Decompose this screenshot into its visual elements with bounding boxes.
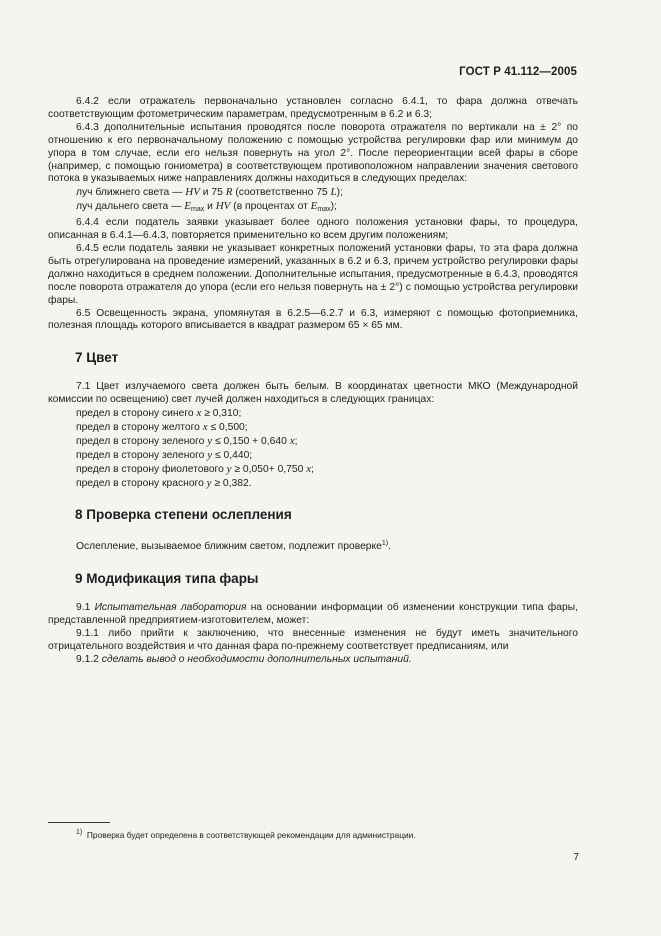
page-number: 7 <box>573 852 579 863</box>
color-limit: предел в сторону фиолетового y ≥ 0,050+ 0,750 x; <box>76 462 314 475</box>
footnote-mark: 1) <box>76 829 83 836</box>
high-beam-limit: луч дальнего света — $E_{max}$ и HV (в процентах от $E_{max}$); <box>76 200 337 214</box>
paragraph-9-1-2: 9.1.2 сделать вывод о необходимости дополнительных испытаний. <box>76 653 412 665</box>
footnote <box>76 829 416 840</box>
section-8-heading: 8 Проверка степени ослепления <box>75 507 292 523</box>
color-limit: предел в сторону желтого x ≤ 0,500; <box>76 420 248 433</box>
paragraph-9-1-1: 9.1.1 либо прийти к заключению, что внесенные изменения не будут иметь значительного отрицательного воздействия и что данная фара по-прежнему соответствует предписаниям, или <box>48 628 578 652</box>
paragraph-6-4-2: 6.4.2 если отражатель первоначально установлен согласно 6.4.1, то фара должна отвечать соответствующим фотометрическим параметрам, предусмотренным в 6.2 и 6.3; <box>48 96 578 120</box>
color-limit: предел в сторону зеленого y ≤ 0,150 + 0,640 x; <box>76 434 298 447</box>
section-7-heading: 7 Цвет <box>75 350 119 366</box>
color-limit: предел в сторону красного y ≥ 0,382. <box>76 476 252 489</box>
paragraph-6-4-3: 6.4.3 дополнительные испытания проводятся после поворота отражателя по вертикали на ± 2° по отношению к его первоначальному положению с помощью устройства регулировки фар или минимум до упора в том случае, если его нельзя повернуть на угол 2°. После переориентации всей фары в сборе (например, с помощью гониометра) в соответствующем противоположном направлении значения светового потока в указываемых ниже направлениях должны находиться в следующих пределах: <box>48 121 578 185</box>
paragraph-6-4-4: 6.4.4 если податель заявки указывает более одного положения установки фары, то процедура, описанная в 6.4.1—6.4.3, повторяется применительно ко всем другим положениям; <box>48 217 578 242</box>
paragraph-7-1: 7.1 Цвет излучаемого света должен быть белым. В координатах цветности МКО (Международной комиссии по освещению) свет лучей должен находиться в следующих границах: <box>48 381 578 406</box>
footnote-reference[interactable]: 1) <box>381 540 389 548</box>
standard-header: ГОСТ Р 41.112—2005 <box>459 66 577 78</box>
paragraph-9-1: 9.1 Испытательная лаборатория на основании информации об изменении конструкции типа фары, представленной предприятием-изготовителем, может: <box>48 602 578 627</box>
paragraph-6-4-5: 6.4.5 если податель заявки не указывает конкретных положений установки фары, то эта фара должна быть отрегулирована на проведение измерений, указанных в 6.2 и 6.3, причем устройство регулировки фары должно находиться в среднем положении. Дополнительные испытания, предусмотренные в 6.4.3, проводятся после поворота отражателя до упора (если его нельзя повернуть на ± 2°) с помощью устройства регулировки фары. <box>48 242 578 306</box>
color-limit: предел в сторону зеленого y ≤ 0,440; <box>76 448 253 461</box>
paragraph-8: Ослепление, вызываемое ближним светом, подлежит проверке$^{1)}$. <box>76 540 391 553</box>
footnote-divider <box>48 822 110 823</box>
paragraph-6-5: 6.5 Освещенность экрана, упомянутая в 6.2.5—6.2.7 и 6.3, измеряют с помощью фотоприемника, полезная площадь которого вписывается в квадрат размером 65 × 65 мм. <box>48 307 578 332</box>
low-beam-limit: луч ближнего света — HV и 75 R (соответственно 75 L); <box>76 186 343 199</box>
document-body <box>48 96 578 667</box>
footnote-text: Проверка будет определена в соответствующей рекомендации для администрации. <box>86 830 416 840</box>
color-limit: предел в сторону синего x ≥ 0,310; <box>76 407 242 420</box>
section-9-heading: 9 Модификация типа фары <box>75 571 259 587</box>
